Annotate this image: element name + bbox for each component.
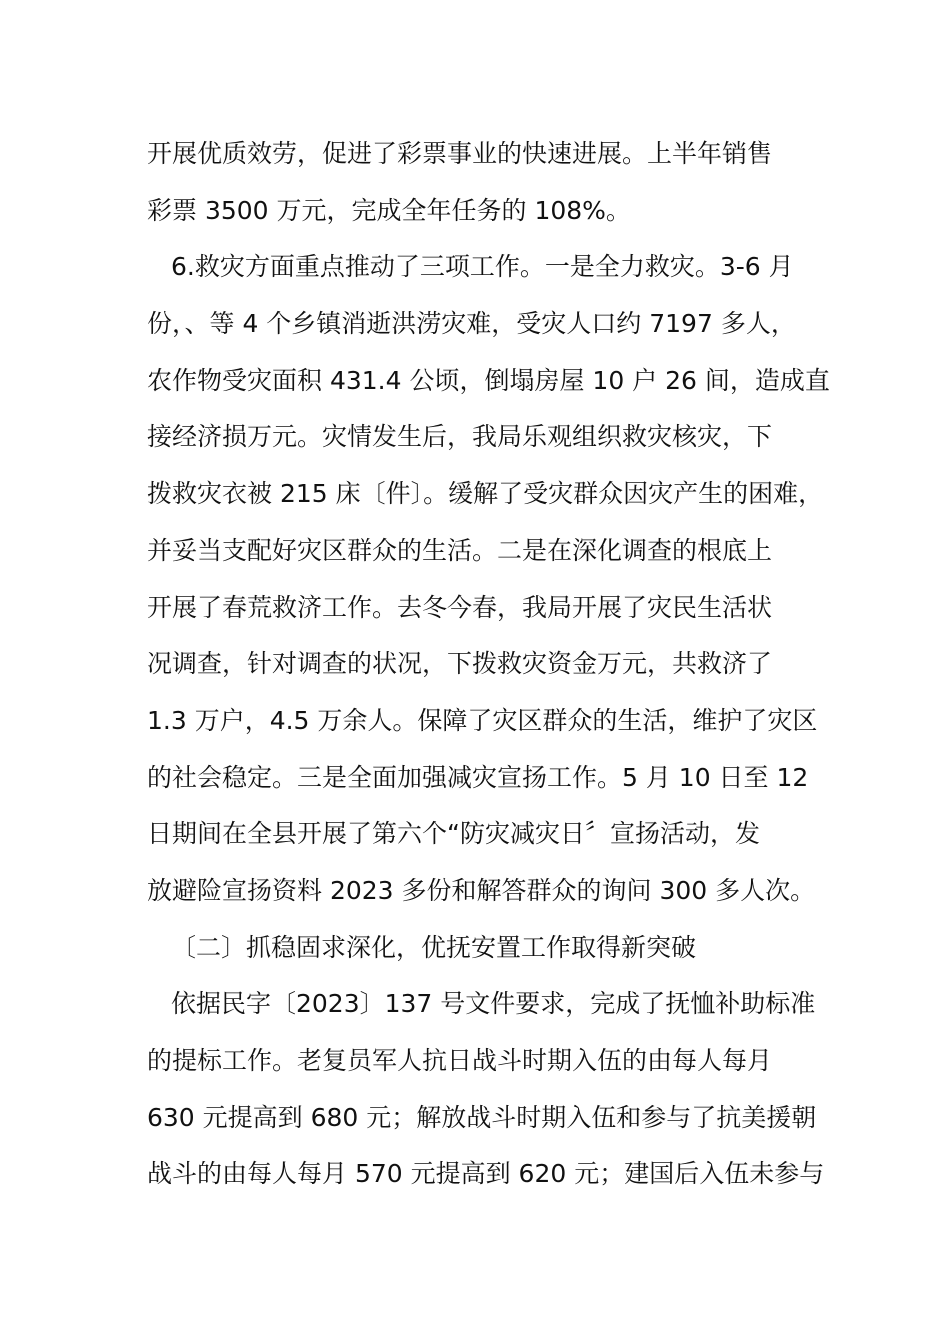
text-line: 开展了春荒救济工作。去冬今春，我局开展了灾民生活状 [147, 592, 773, 622]
text-line: 份，、等 4 个乡镇消逝洪涝灾难，受灾人口约 7197 多人， [147, 309, 796, 339]
paragraph-start-pension: 依据民字〔2023〕137 号文件要求，完成了抚恤补助标准 [171, 989, 816, 1019]
text-line: 的提标工作。老复员军人抗日战斗时期入伍的由每人每月 [147, 1046, 773, 1075]
text-line: 彩票 3500 万元，完成全年任务的 108%。 [147, 195, 631, 225]
text-line: 战斗的由每人每月 570 元提高到 620 元；建国后入伍未参与 [147, 1159, 825, 1189]
text-line: 接经济损万元。灾情发生后，我局乐观组织救灾核灾，下 [147, 422, 773, 452]
text-line: 开展优质效劳，促进了彩票事业的快速进展。上半年销售 [147, 139, 773, 168]
text-line: 1.3 万户，4.5 万余人。保障了灾区群众的生活，维护了灾区 [147, 705, 818, 735]
section-heading: 〔二〕抓稳固求深化，优抚安置工作取得新突破 [171, 932, 697, 962]
text-line: 日期间在全县开展了第六个“防灾减灾日〞宣扬活动，发 [147, 819, 760, 849]
text-line: 况调查，针对调查的状况，下拨救灾资金万元，共救济了 [147, 649, 773, 679]
text-line: 拨救灾衣被 215 床〔件〕。缓解了受灾群众因灾产生的困难， [147, 479, 824, 509]
text-line: 农作物受灾面积 431.4 公顷，倒塌房屋 10 户 26 间，造成直 [147, 365, 830, 395]
text-line: 并妥当支配好灾区群众的生活。二是在深化调查的根底上 [147, 535, 773, 565]
text-line: 放避险宣扬资料 2023 多份和解答群众的询问 300 多人次。 [147, 875, 816, 905]
paragraph-start-disaster-relief: 6.救灾方面重点推动了三项工作。一是全力救灾。3-6 月 [171, 252, 794, 282]
body-text [147, 126, 830, 1203]
text-line: 630 元提高到 680 元；解放战斗时期入伍和参与了抗美援朝 [147, 1102, 817, 1132]
text-line: 的社会稳定。三是全面加强减灾宣扬工作。5 月 10 日至 12 [147, 762, 809, 792]
